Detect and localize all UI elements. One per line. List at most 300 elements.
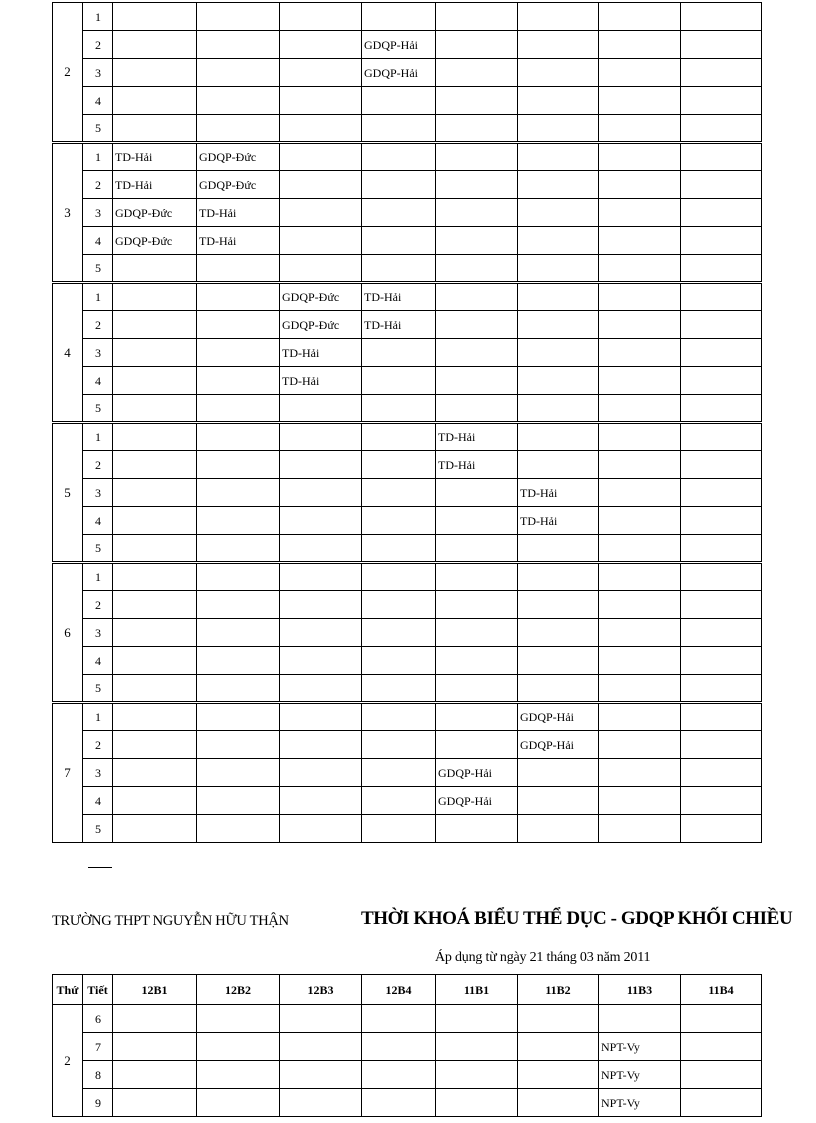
schedule-cell: GDQP-Đức — [197, 171, 280, 199]
schedule-cell — [518, 143, 599, 171]
schedule-cell — [197, 1089, 280, 1117]
schedule-cell — [599, 535, 681, 563]
schedule-cell — [113, 591, 197, 619]
period-cell: 1 — [83, 423, 113, 451]
schedule-cell — [197, 731, 280, 759]
column-header: 12B3 — [280, 975, 362, 1005]
schedule-cell — [436, 115, 518, 143]
schedule-cell — [280, 479, 362, 507]
table-row — [53, 3, 762, 31]
schedule-cell: TD-Hải — [436, 451, 518, 479]
schedule-cell — [681, 311, 762, 339]
schedule-cell: TD-Hải — [280, 339, 362, 367]
schedule-cell — [197, 619, 280, 647]
schedule-cell — [436, 171, 518, 199]
schedule-cell — [362, 1005, 436, 1033]
schedule-cell: GDQP-Đức — [197, 143, 280, 171]
schedule-cell — [113, 731, 197, 759]
day-cell: 6 — [53, 563, 83, 703]
schedule-cell — [681, 675, 762, 703]
schedule-cell — [436, 563, 518, 591]
schedule-cell — [280, 1089, 362, 1117]
schedule-cell: GDQP-Hải — [362, 31, 436, 59]
schedule-cell — [681, 227, 762, 255]
schedule-cell: GDQP-Đức — [280, 311, 362, 339]
schedule-cell — [518, 675, 599, 703]
schedule-cell — [362, 423, 436, 451]
schedule-cell — [197, 423, 280, 451]
column-header: 12B4 — [362, 975, 436, 1005]
period-cell: 3 — [83, 59, 113, 87]
schedule-cell: NPT-Vy — [599, 1061, 681, 1089]
schedule-cell — [113, 507, 197, 535]
schedule-cell — [599, 507, 681, 535]
schedule-cell — [436, 731, 518, 759]
schedule-cell — [599, 311, 681, 339]
schedule-cell — [113, 1033, 197, 1061]
table-row — [53, 647, 762, 675]
schedule-cell — [436, 1061, 518, 1089]
schedule-cell: GDQP-Hải — [436, 759, 518, 787]
schedule-cell — [280, 507, 362, 535]
period-cell: 2 — [83, 731, 113, 759]
schedule-cell — [681, 451, 762, 479]
day-cell: 2 — [53, 1005, 83, 1117]
schedule-cell: TD-Hải — [362, 311, 436, 339]
schedule-cell — [280, 619, 362, 647]
schedule-cell — [436, 367, 518, 395]
schedule-cell — [197, 591, 280, 619]
schedule-cell — [599, 339, 681, 367]
schedule-cell — [280, 1061, 362, 1089]
schedule-cell — [113, 59, 197, 87]
schedule-cell — [681, 591, 762, 619]
schedule-cell — [599, 451, 681, 479]
schedule-cell — [518, 1089, 599, 1117]
schedule-cell — [436, 1089, 518, 1117]
schedule-cell: TD-Hải — [518, 479, 599, 507]
schedule-cell: GDQP-Đức — [113, 199, 197, 227]
schedule-cell — [113, 1089, 197, 1117]
schedule-cell — [681, 619, 762, 647]
schedule-cell — [681, 787, 762, 815]
schedule-cell — [197, 535, 280, 563]
schedule-cell — [280, 703, 362, 731]
column-header: 11B1 — [436, 975, 518, 1005]
schedule-cell — [518, 227, 599, 255]
schedule-cell: GDQP-Đức — [280, 283, 362, 311]
schedule-cell — [599, 731, 681, 759]
column-header: 11B4 — [681, 975, 762, 1005]
schedule-cell — [113, 395, 197, 423]
schedule-cell — [518, 171, 599, 199]
schedule-cell — [362, 367, 436, 395]
table-row — [53, 591, 762, 619]
period-cell: 7 — [83, 1033, 113, 1061]
schedule-cell — [518, 283, 599, 311]
schedule-cell — [599, 171, 681, 199]
schedule-cell — [113, 787, 197, 815]
schedule-cell — [599, 423, 681, 451]
applied-date: Áp dụng từ ngày 21 tháng 03 năm 2011 — [435, 950, 651, 965]
schedule-cell — [599, 255, 681, 283]
schedule-cell — [681, 1033, 762, 1061]
schedule-cell — [362, 227, 436, 255]
schedule-cell — [280, 787, 362, 815]
table-row — [53, 311, 762, 339]
schedule-cell — [362, 507, 436, 535]
schedule-cell — [197, 59, 280, 87]
period-cell: 1 — [83, 703, 113, 731]
schedule-cell — [599, 815, 681, 843]
schedule-cell — [599, 143, 681, 171]
schedule-cell — [280, 1033, 362, 1061]
schedule-cell — [113, 619, 197, 647]
schedule-cell — [436, 507, 518, 535]
period-cell: 2 — [83, 311, 113, 339]
schedule-cell — [280, 647, 362, 675]
schedule-cell — [436, 591, 518, 619]
schedule-cell — [518, 1033, 599, 1061]
schedule-cell — [197, 367, 280, 395]
schedule-cell — [113, 87, 197, 115]
schedule-cell — [436, 479, 518, 507]
schedule-cell — [599, 115, 681, 143]
schedule-cell — [681, 199, 762, 227]
table-row — [53, 535, 762, 563]
schedule-cell — [197, 787, 280, 815]
schedule-cell — [280, 199, 362, 227]
schedule-cell — [599, 703, 681, 731]
period-cell: 5 — [83, 535, 113, 563]
schedule-cell — [280, 395, 362, 423]
schedule-cell — [280, 87, 362, 115]
schedule-cell — [280, 535, 362, 563]
schedule-cell — [197, 507, 280, 535]
schedule-cell — [113, 647, 197, 675]
schedule-cell — [362, 451, 436, 479]
schedule-cell — [280, 675, 362, 703]
schedule-cell — [113, 3, 197, 31]
schedule-cell — [436, 31, 518, 59]
table-row — [53, 759, 762, 787]
table-row — [53, 115, 762, 143]
table-row — [53, 59, 762, 87]
schedule-cell — [681, 143, 762, 171]
schedule-cell — [599, 227, 681, 255]
schedule-cell — [113, 759, 197, 787]
schedule-cell — [362, 703, 436, 731]
schedule-cell — [436, 675, 518, 703]
schedule-cell — [113, 703, 197, 731]
schedule-cell — [113, 311, 197, 339]
afternoon-continued-schedule-table — [52, 2, 762, 843]
schedule-cell — [197, 815, 280, 843]
page-title: THỜI KHOÁ BIỂU THỂ DỤC - GDQP KHỐI CHIỀU — [361, 908, 793, 929]
schedule-cell — [681, 255, 762, 283]
schedule-cell — [280, 1005, 362, 1033]
schedule-cell — [280, 591, 362, 619]
schedule-cell — [197, 563, 280, 591]
schedule-cell — [362, 759, 436, 787]
schedule-cell — [280, 815, 362, 843]
schedule-cell — [599, 367, 681, 395]
table-row — [53, 283, 762, 311]
period-cell: 1 — [83, 3, 113, 31]
schedule-cell — [362, 1089, 436, 1117]
schedule-cell — [197, 703, 280, 731]
schedule-cell — [518, 563, 599, 591]
schedule-cell — [197, 339, 280, 367]
period-cell: 2 — [83, 171, 113, 199]
column-header: Thứ — [53, 975, 83, 1005]
schedule-cell — [436, 283, 518, 311]
period-cell: 2 — [83, 451, 113, 479]
day-cell: 7 — [53, 703, 83, 843]
schedule-cell — [362, 1033, 436, 1061]
period-cell: 4 — [83, 507, 113, 535]
schedule-cell — [518, 619, 599, 647]
table-row — [53, 1033, 762, 1061]
schedule-cell — [362, 115, 436, 143]
schedule-cell — [280, 451, 362, 479]
period-cell: 9 — [83, 1089, 113, 1117]
schedule-cell — [436, 199, 518, 227]
schedule-cell — [518, 451, 599, 479]
schedule-cell — [280, 115, 362, 143]
schedule-cell — [681, 283, 762, 311]
schedule-cell — [113, 479, 197, 507]
schedule-cell — [599, 759, 681, 787]
period-cell: 1 — [83, 563, 113, 591]
schedule-cell — [197, 1061, 280, 1089]
schedule-cell: GDQP-Hải — [362, 59, 436, 87]
schedule-cell — [280, 731, 362, 759]
schedule-cell — [599, 479, 681, 507]
schedule-cell — [113, 339, 197, 367]
schedule-cell — [436, 815, 518, 843]
schedule-cell — [599, 591, 681, 619]
schedule-cell — [518, 787, 599, 815]
table-row — [53, 1061, 762, 1089]
schedule-cell — [681, 815, 762, 843]
day-cell: 4 — [53, 283, 83, 423]
schedule-cell — [197, 3, 280, 31]
schedule-cell — [113, 115, 197, 143]
period-cell: 1 — [83, 143, 113, 171]
schedule-cell — [280, 171, 362, 199]
schedule-cell — [599, 283, 681, 311]
period-cell: 5 — [83, 395, 113, 423]
schedule-cell — [280, 59, 362, 87]
table-row — [53, 171, 762, 199]
schedule-cell: TD-Hải — [197, 199, 280, 227]
table-row — [53, 31, 762, 59]
schedule-cell: GDQP-Hải — [518, 703, 599, 731]
schedule-cell — [113, 563, 197, 591]
schedule-cell — [681, 115, 762, 143]
schedule-cell — [599, 59, 681, 87]
schedule-cell — [681, 1061, 762, 1089]
schedule-cell — [436, 703, 518, 731]
table-row — [53, 339, 762, 367]
schedule-cell — [362, 143, 436, 171]
schedule-cell — [599, 563, 681, 591]
schedule-cell — [436, 339, 518, 367]
schedule-cell — [599, 675, 681, 703]
schedule-cell — [113, 535, 197, 563]
schedule-cell — [681, 31, 762, 59]
schedule-cell — [518, 199, 599, 227]
schedule-cell — [681, 3, 762, 31]
schedule-cell — [280, 563, 362, 591]
table-row — [53, 423, 762, 451]
period-cell: 6 — [83, 1005, 113, 1033]
schedule-cell — [518, 255, 599, 283]
schedule-cell — [197, 311, 280, 339]
table-row — [53, 619, 762, 647]
schedule-cell — [681, 759, 762, 787]
schedule-cell — [362, 171, 436, 199]
schedule-cell — [518, 59, 599, 87]
schedule-cell — [113, 283, 197, 311]
schedule-cell — [436, 255, 518, 283]
column-header: Tiết — [83, 975, 113, 1005]
period-cell: 4 — [83, 367, 113, 395]
table-row — [53, 143, 762, 171]
schedule-cell — [681, 731, 762, 759]
column-header: 12B1 — [113, 975, 197, 1005]
schedule-cell — [197, 675, 280, 703]
schedule-cell — [113, 423, 197, 451]
schedule-cell — [197, 255, 280, 283]
day-cell: 2 — [53, 3, 83, 143]
schedule-cell — [113, 367, 197, 395]
table-row — [53, 199, 762, 227]
schedule-cell — [362, 731, 436, 759]
schedule-cell — [518, 647, 599, 675]
schedule-cell — [681, 171, 762, 199]
period-cell: 4 — [83, 787, 113, 815]
schedule-cell — [681, 339, 762, 367]
schedule-cell — [436, 619, 518, 647]
period-cell: 3 — [83, 759, 113, 787]
schedule-cell — [362, 3, 436, 31]
period-cell: 3 — [83, 199, 113, 227]
schedule-cell — [681, 423, 762, 451]
schedule-cell: TD-Hải — [197, 227, 280, 255]
schedule-cell — [681, 1089, 762, 1117]
schedule-cell — [518, 31, 599, 59]
schedule-cell: TD-Hải — [280, 367, 362, 395]
schedule-cell — [362, 1061, 436, 1089]
schedule-cell — [599, 3, 681, 31]
schedule-cell — [599, 1005, 681, 1033]
period-cell: 4 — [83, 647, 113, 675]
schedule-cell — [518, 115, 599, 143]
schedule-cell — [197, 1033, 280, 1061]
schedule-cell — [436, 311, 518, 339]
schedule-cell: TD-Hải — [113, 171, 197, 199]
column-header: 12B2 — [197, 975, 280, 1005]
schedule-cell — [197, 479, 280, 507]
schedule-cell — [436, 535, 518, 563]
period-cell: 5 — [83, 675, 113, 703]
table-row — [53, 815, 762, 843]
period-cell: 2 — [83, 591, 113, 619]
schedule-cell — [113, 255, 197, 283]
schedule-cell — [518, 1061, 599, 1089]
schedule-cell: GDQP-Hải — [436, 787, 518, 815]
schedule-cell — [280, 255, 362, 283]
schedule-cell — [518, 815, 599, 843]
schedule-cell — [113, 451, 197, 479]
schedule-cell — [362, 395, 436, 423]
schedule-cell — [599, 31, 681, 59]
table-row — [53, 479, 762, 507]
schedule-cell — [113, 675, 197, 703]
schedule-cell — [518, 339, 599, 367]
period-cell: 3 — [83, 339, 113, 367]
schedule-cell — [197, 31, 280, 59]
schedule-cell — [518, 87, 599, 115]
schedule-cell: TD-Hải — [362, 283, 436, 311]
table-row — [53, 507, 762, 535]
schedule-cell: TD-Hải — [436, 423, 518, 451]
schedule-cell — [113, 815, 197, 843]
period-cell: 5 — [83, 115, 113, 143]
schedule-cell: TD-Hải — [113, 143, 197, 171]
schedule-cell — [681, 1005, 762, 1033]
table-row — [53, 87, 762, 115]
schedule-cell — [197, 759, 280, 787]
schedule-cell — [681, 535, 762, 563]
schedule-cell — [362, 563, 436, 591]
schedule-cell — [197, 115, 280, 143]
schedule-cell — [362, 535, 436, 563]
schedule-cell — [362, 339, 436, 367]
schedule-cell — [518, 591, 599, 619]
schedule-cell — [681, 395, 762, 423]
schedule-cell — [436, 227, 518, 255]
schedule-cell — [681, 703, 762, 731]
schedule-cell — [518, 3, 599, 31]
afternoon-schedule-table — [52, 974, 762, 1117]
schedule-cell — [518, 367, 599, 395]
period-cell: 4 — [83, 227, 113, 255]
period-cell: 5 — [83, 255, 113, 283]
table-row — [53, 227, 762, 255]
period-cell: 4 — [83, 87, 113, 115]
table-row — [53, 255, 762, 283]
schedule-cell — [518, 759, 599, 787]
table-row — [53, 1089, 762, 1117]
schedule-cell — [599, 619, 681, 647]
schedule-cell — [362, 199, 436, 227]
schedule-cell — [280, 143, 362, 171]
schedule-cell — [681, 479, 762, 507]
schedule-cell — [197, 451, 280, 479]
schedule-cell — [599, 199, 681, 227]
period-cell: 3 — [83, 479, 113, 507]
schedule-cell — [599, 647, 681, 675]
period-cell: 1 — [83, 283, 113, 311]
table-row — [53, 1005, 762, 1033]
schedule-cell — [280, 31, 362, 59]
schedule-cell — [681, 367, 762, 395]
schedule-cell — [280, 3, 362, 31]
schedule-cell — [197, 283, 280, 311]
